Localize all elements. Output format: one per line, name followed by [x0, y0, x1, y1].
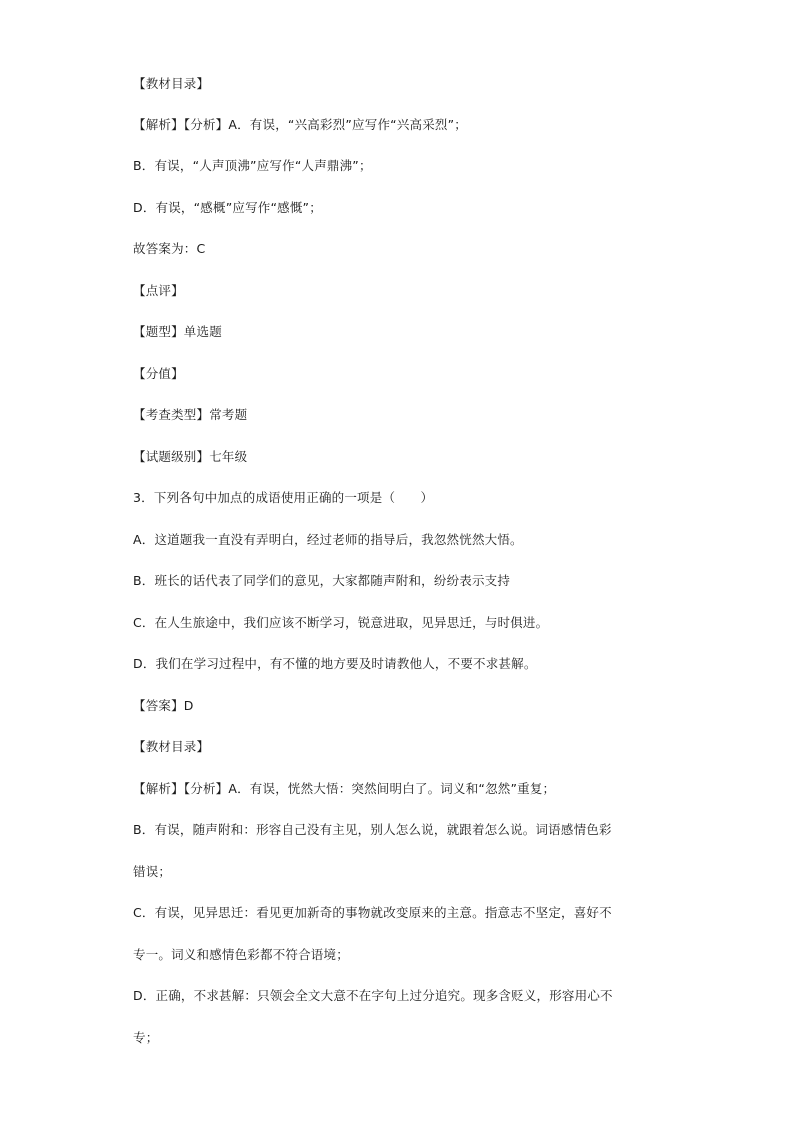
analysis-line: C．有误，见异思迁：看见更加新奇的事物就改变原来的主意。指意志不坚定，喜好不	[133, 905, 612, 920]
analysis-line: 【解析】【分析】A．有误，恍然大悟：突然间明白了。词义和“忽然”重复；	[133, 781, 556, 796]
question-stem: 3．下列各句中加点的成语使用正确的一项是（ ）	[133, 490, 434, 505]
analysis-line: D．有误，“感概”应写作“感慨”；	[133, 200, 322, 215]
answer-line: 【答案】D	[133, 698, 194, 713]
analysis-line: B．有误，随声附和：形容自己没有主见，别人怎么说，就跟着怎么说。词语感情色彩	[133, 822, 612, 837]
analysis-line: 专；	[133, 1030, 159, 1045]
analysis-line: 专一。词义和感情色彩都不符合语境；	[133, 947, 349, 962]
analysis-line: 【解析】【分析】A．有误，“兴高彩烈”应写作“兴高采烈”；	[133, 117, 468, 132]
option-d: D．我们在学习过程中，有不懂的地方要及时请教他人，不要不求甚解。	[133, 656, 537, 671]
section-heading-textbook-catalog: 【教材目录】	[133, 76, 210, 91]
option-b: B．班长的话代表了同学们的意见，大家都随声附和，纷纷表示支持	[133, 573, 511, 588]
grade-level-line: 【试题级别】七年级	[133, 449, 248, 464]
answer-line: 故答案为：C	[133, 241, 206, 256]
analysis-line: D．正确，不求甚解：只领会全文大意不在字句上过分追究。现多含贬义，形容用心不	[133, 988, 613, 1003]
section-heading-textbook-catalog: 【教材目录】	[133, 739, 210, 754]
option-a: A．这道题我一直没有弄明白，经过老师的指导后，我忽然恍然大悟。	[133, 532, 523, 547]
analysis-line: B．有误，“人声顶沸”应写作“人声鼎沸”；	[133, 158, 372, 173]
question-type-line: 【题型】单选题	[133, 324, 222, 339]
exam-type-line: 【考查类型】常考题	[133, 407, 248, 422]
section-heading-comment: 【点评】	[133, 283, 184, 298]
option-c: C．在人生旅途中，我们应该不断学习，锐意进取，见异思迁，与时俱进。	[133, 615, 549, 630]
section-heading-score: 【分值】	[133, 366, 184, 381]
analysis-line: 错误；	[133, 864, 172, 879]
